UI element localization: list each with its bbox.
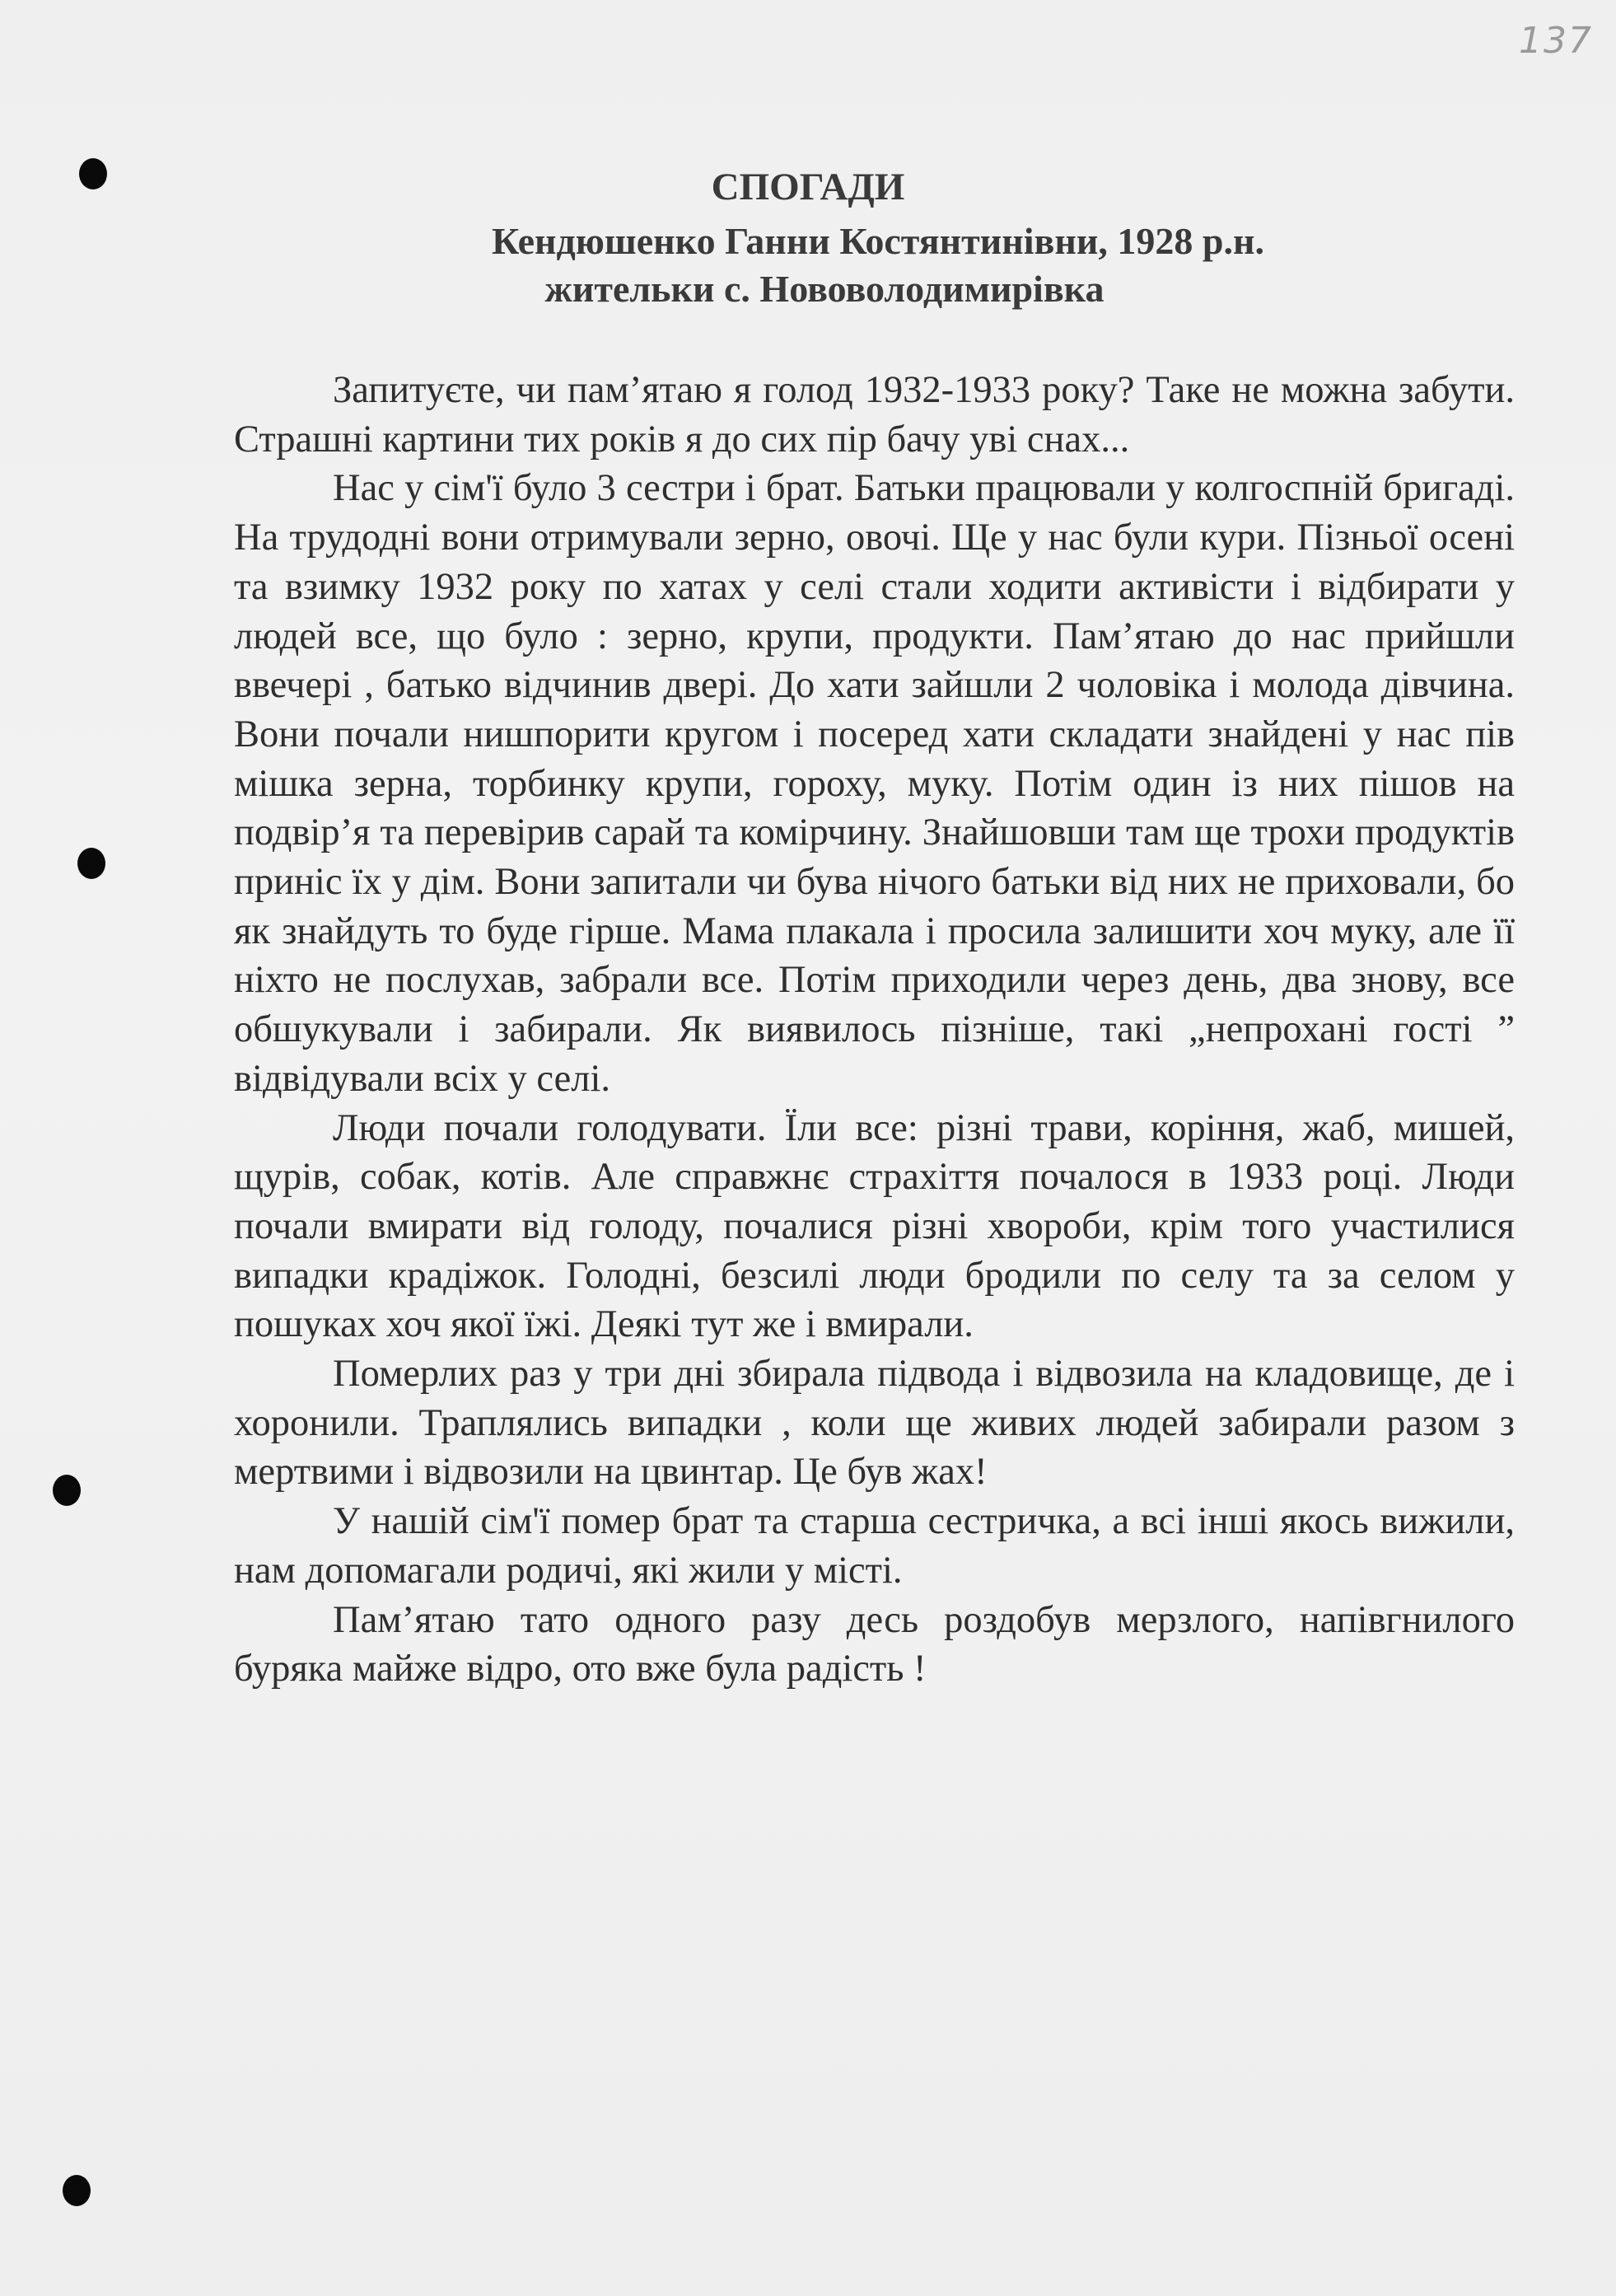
punch-hole xyxy=(63,2175,91,2206)
paragraph: Запитуєте, чи пам’ятаю я голод 1932-1933 року? Таке не можна забути. Страшні картини тих років я до сих пір бачу уві снах... xyxy=(234,369,1515,461)
document-subtitle-residence: жительки с. Нововолодимирівка xyxy=(544,268,1105,310)
paragraph: Померлих раз у три дні збирала підвода і відвозила на кладовище, де і хоронили. Траплялись випадки , коли ще живих людей забирали разом з мертвими і відвозили на цвинтар. Це був жах! xyxy=(234,1353,1515,1494)
paragraph: Нас у сім'ї було 3 сестри і брат. Батьки працювали у колгоспній бригаді. На трудодні вони отримували зерно, овочі. Ще у нас були кури. Пізньої осені та взимку 1932 року по хатах у селі стали ходити активісти і відбирати у людей все, що було : зерно, крупи, продукти. Пам’ятаю до нас прийшли ввечері , батько відчинив двері. До хати зайшли 2 чоловіка і молода дівчина. Вони почали нишпорити кругом і посеред хати складати знайдені у нас пів мішка зерна, торбинку крупи, гороху, муку. Потім один із них пішов на подвір’я та перевірив сарай та комірчину. Знайшовши там ще трохи продуктів приніс їх у дім. Вони запитали чи бува нічого батьки від них не приховали, бо як знайдуть то буде гірше. Мама плакала і просила залишити хоч муку, але її ніхто не послухав, забрали все. Потім приходили через день, два знову, все обшукували і забирали. Як виявилось пізніше, такі „непрохані гості ” відвідували всіх у селі. xyxy=(234,467,1515,1100)
paragraph: У нашій сім'ї помер брат та старша сестричка, а всі інші якось вижили, нам допомагали родичі, які жили у місті. xyxy=(234,1500,1515,1592)
punch-hole xyxy=(53,1475,81,1506)
paragraph: Пам’ятаю тато одного разу десь роздобув мерзлого, напівгнилого буряка майже відро, ото вже була радість ! xyxy=(234,1598,1515,1690)
handwritten-page-number: 137 xyxy=(1519,20,1593,62)
paragraph: Люди почали голодувати. Їли все: різні трави, коріння, жаб, мишей, щурів, собак, котів. Але справжнє страхіття почалося в 1933 році. Люди почали вмирати від голоду, почалися різні хвороби, крім того участилися випадки крадіжок. Голодні, безсилі люди бродили по селу та за селом у пошуках хоч якої їжі. Деякі тут же і вмирали. xyxy=(234,1106,1515,1346)
document-subtitle-name: Кендюшенко Ганни Костянтинівни, 1928 р.н. xyxy=(491,220,1264,262)
document-title: СПОГАДИ xyxy=(711,166,905,208)
document-body xyxy=(234,366,1515,1694)
punch-hole xyxy=(77,848,105,879)
